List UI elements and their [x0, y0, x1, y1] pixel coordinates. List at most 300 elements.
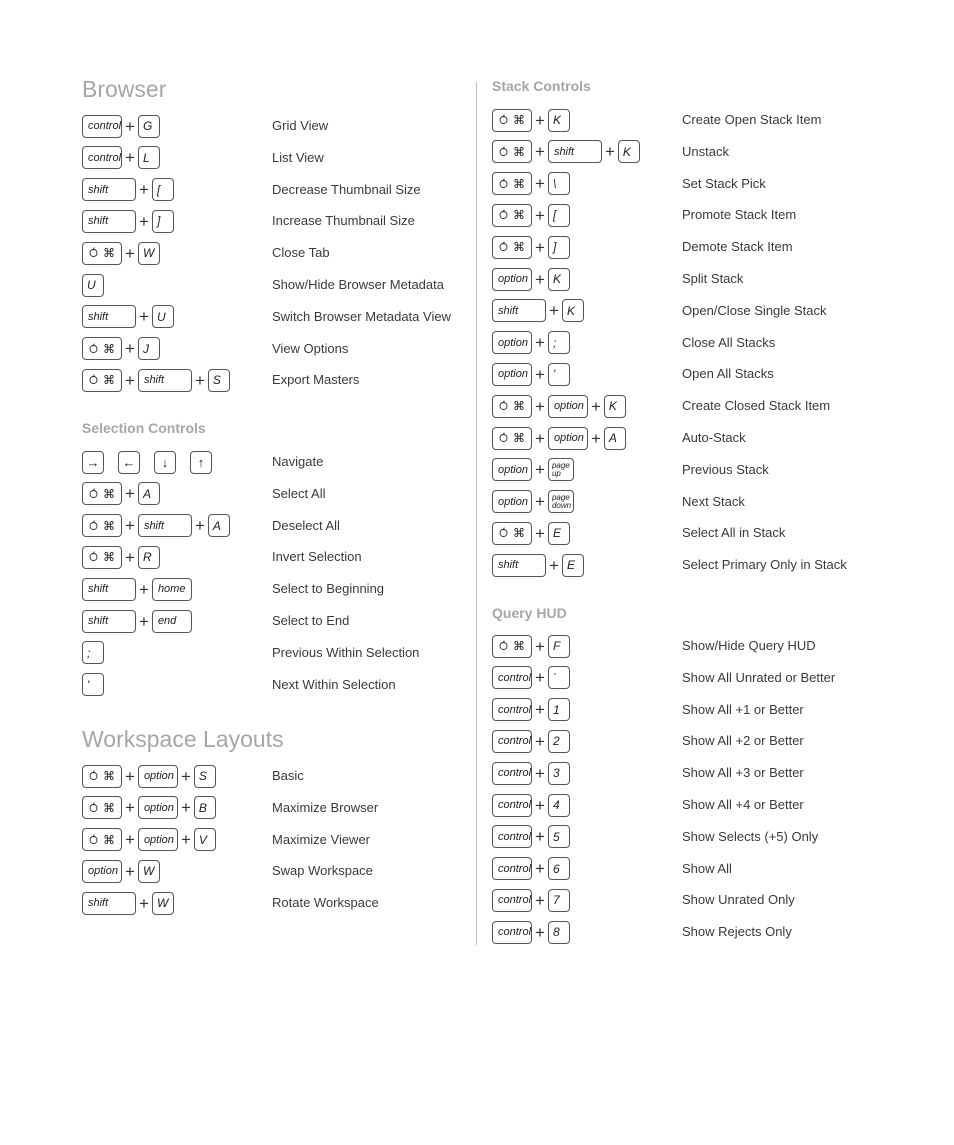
apple-icon	[499, 240, 508, 254]
shortcut-row	[82, 304, 462, 330]
apple-icon	[89, 769, 98, 783]
key-label: page	[551, 492, 570, 502]
shortcut-row	[82, 481, 462, 507]
plus-sign: +	[125, 861, 135, 881]
shortcut-row	[82, 608, 462, 634]
shortcut-row	[492, 330, 872, 356]
command-icon: ⌘	[103, 373, 115, 388]
arrow-key-icon: ↓	[154, 451, 176, 474]
page-key	[548, 490, 574, 513]
shortcut-row	[492, 361, 872, 387]
key-E: E	[548, 522, 570, 545]
key-combination	[82, 449, 212, 475]
shortcut-description: Show/Hide Query HUD	[682, 638, 816, 653]
plus-sign: +	[535, 523, 545, 543]
key-combination	[82, 795, 216, 821]
plus-sign: +	[125, 243, 135, 263]
plus-sign: +	[180, 766, 191, 786]
command-icon: ⌘	[103, 518, 115, 533]
shortcut-description: List View	[272, 149, 324, 165]
plus-sign: +	[194, 516, 205, 536]
key-shift: shift	[82, 578, 136, 601]
shortcut-row	[82, 890, 462, 916]
key-option: option	[492, 458, 532, 481]
key-combination	[492, 919, 570, 945]
plus-sign: +	[535, 269, 545, 289]
key-8: 8	[548, 921, 570, 944]
command-key	[82, 546, 122, 569]
shortcut-row	[492, 824, 872, 850]
key-control: control	[492, 825, 532, 848]
command-icon: ⌘	[513, 176, 525, 191]
plus-sign: +	[535, 396, 545, 416]
apple-icon	[499, 526, 508, 540]
shortcut-description: Maximize Viewer	[272, 831, 371, 847]
key-combination	[82, 481, 160, 507]
key-K: K	[604, 395, 626, 418]
plus-sign: +	[180, 798, 191, 818]
key-home: home	[152, 578, 192, 601]
command-key	[82, 242, 122, 265]
key-control: control	[492, 666, 532, 689]
shortcut-description: Select All in Stack	[682, 525, 786, 541]
shortcut-row	[492, 393, 872, 419]
plus-sign: +	[535, 174, 545, 194]
key-combination	[492, 107, 570, 133]
key-control: control	[82, 115, 122, 138]
plus-sign: +	[604, 142, 615, 162]
command-key	[82, 828, 122, 851]
shortcut-description: Show/Hide Browser Metadata	[272, 277, 444, 292]
plus-sign: +	[139, 579, 149, 599]
shortcut-description: Invert Selection	[272, 549, 362, 565]
shortcut-row	[82, 640, 462, 666]
column-divider	[476, 82, 477, 945]
key-combination	[82, 544, 160, 570]
shortcut-description: Show All +3 or Better	[682, 765, 804, 781]
key-W: W	[138, 860, 160, 883]
plus-sign: +	[125, 116, 135, 136]
command-icon: ⌘	[103, 246, 115, 261]
key-shift: shift	[82, 178, 136, 201]
section-title-workspace: Workspace Layouts	[82, 726, 284, 752]
command-icon: ⌘	[103, 486, 115, 501]
plus-sign: +	[125, 798, 135, 818]
plus-sign: +	[535, 890, 545, 910]
key-symbol: '	[82, 673, 104, 696]
key-shift: shift	[138, 369, 192, 392]
apple-icon	[499, 113, 508, 127]
shortcut-description: View Options	[272, 340, 349, 356]
command-key	[492, 204, 532, 227]
shortcut-row	[492, 856, 872, 882]
page-key	[548, 458, 574, 481]
shortcut-row	[492, 425, 872, 451]
shortcut-description: Decrease Thumbnail Size	[272, 181, 421, 197]
plus-sign: +	[180, 830, 191, 850]
key-combination	[82, 177, 174, 203]
plus-sign: +	[125, 830, 135, 850]
plus-sign: +	[535, 333, 545, 353]
apple-icon	[499, 639, 508, 653]
key-shift: shift	[548, 140, 602, 163]
key-5: 5	[548, 825, 570, 848]
command-icon: ⌘	[513, 526, 525, 541]
plus-sign: +	[535, 700, 545, 720]
arrow-key-icon: →	[82, 451, 104, 474]
shortcut-description: Show All +4 or Better	[682, 797, 804, 812]
plus-sign: +	[139, 211, 149, 231]
section-title-selection: Selection Controls	[82, 420, 206, 436]
shortcut-description: Unstack	[682, 143, 729, 159]
key-A: A	[208, 514, 230, 537]
key-U: U	[152, 305, 174, 328]
key-option: option	[82, 860, 122, 883]
key-control: control	[492, 921, 532, 944]
key-combination	[492, 425, 626, 451]
shortcut-row	[82, 336, 462, 362]
key-7: 7	[548, 889, 570, 912]
key-K: K	[562, 299, 584, 322]
shortcut-description: Create Open Stack Item	[682, 112, 822, 127]
plus-sign: +	[535, 859, 545, 879]
plus-sign: +	[125, 516, 135, 536]
shortcut-row	[492, 457, 872, 483]
key-symbol: \	[548, 172, 570, 195]
key-combination	[492, 139, 640, 165]
key-combination	[82, 240, 160, 266]
key-combination	[82, 640, 104, 666]
key-shift: shift	[82, 892, 136, 915]
plus-sign: +	[549, 301, 559, 321]
shortcut-description: Show All +1 or Better	[682, 701, 804, 717]
key-shift: shift	[82, 610, 136, 633]
shortcut-description: Close All Stacks	[682, 334, 776, 350]
plus-sign: +	[535, 763, 545, 783]
shortcut-row	[492, 760, 872, 786]
shortcut-description: Increase Thumbnail Size	[272, 213, 415, 229]
plus-sign: +	[139, 893, 149, 913]
plus-sign: +	[590, 396, 601, 416]
shortcut-description: Show All Unrated or Better	[682, 669, 836, 685]
plus-sign: +	[194, 370, 205, 390]
key-combination	[82, 513, 230, 539]
key-combination	[82, 763, 216, 789]
key-combination	[82, 858, 160, 884]
key-S: S	[208, 369, 230, 392]
apple-icon	[89, 550, 98, 564]
key-W: W	[152, 892, 174, 915]
shortcut-row	[492, 139, 872, 165]
key-symbol: [	[152, 178, 174, 201]
shortcut-row	[82, 513, 462, 539]
plus-sign: +	[535, 731, 545, 751]
key-combination	[492, 489, 574, 515]
command-key	[492, 140, 532, 163]
shortcut-description: Next Within Selection	[272, 676, 396, 692]
shortcut-description: Navigate	[272, 454, 324, 469]
key-label: down	[551, 500, 572, 510]
command-icon: ⌘	[103, 800, 115, 815]
shortcut-description: Select Primary Only in Stack	[682, 557, 847, 573]
plus-sign: +	[139, 307, 149, 327]
key-combination	[82, 672, 104, 698]
shortcut-description: Deselect All	[272, 517, 340, 533]
key-symbol: `	[548, 666, 570, 689]
shortcut-description: Swap Workspace	[272, 863, 373, 879]
key-control: control	[82, 146, 122, 169]
plus-sign: +	[549, 555, 559, 575]
section-title-browser: Browser	[82, 76, 167, 102]
shortcut-row	[82, 113, 462, 139]
shortcut-row	[82, 858, 462, 884]
shortcut-description: Promote Stack Item	[682, 207, 797, 223]
shortcut-row	[82, 544, 462, 570]
shortcut-row	[82, 795, 462, 821]
apple-icon	[89, 487, 98, 501]
command-icon: ⌘	[103, 550, 115, 565]
key-symbol: ]	[548, 236, 570, 259]
key-S: S	[194, 765, 216, 788]
shortcut-row	[82, 367, 462, 393]
key-control: control	[492, 889, 532, 912]
command-icon: ⌘	[103, 769, 115, 783]
shortcut-description: Select to End	[272, 613, 350, 628]
plus-sign: +	[139, 611, 149, 631]
command-icon: ⌘	[513, 399, 525, 414]
plus-sign: +	[535, 205, 545, 225]
key-shift: shift	[492, 554, 546, 577]
key-option: option	[548, 427, 588, 450]
shortcut-row	[82, 672, 462, 698]
apple-icon	[89, 246, 98, 260]
key-combination	[492, 856, 570, 882]
key-shift: shift	[82, 210, 136, 233]
command-key	[492, 395, 532, 418]
command-key	[82, 796, 122, 819]
arrow-key-icon: ↑	[190, 451, 212, 474]
shortcut-description: Show Unrated Only	[682, 892, 795, 908]
plus-sign: +	[125, 148, 135, 168]
plus-sign: +	[535, 110, 545, 130]
shortcut-description: Set Stack Pick	[682, 175, 766, 191]
key-option: option	[492, 490, 532, 513]
key-label: page	[551, 460, 570, 470]
shortcut-row	[82, 272, 462, 298]
key-K: K	[548, 268, 570, 291]
key-B: B	[194, 796, 216, 819]
key-control: control	[492, 730, 532, 753]
key-combination	[492, 330, 570, 356]
shortcut-row	[492, 107, 872, 133]
apple-icon	[89, 342, 98, 356]
shortcut-description: Previous Within Selection	[272, 644, 420, 660]
key-U: U	[82, 274, 104, 297]
plus-sign: +	[535, 364, 545, 384]
shortcut-row	[82, 177, 462, 203]
apple-icon	[499, 145, 508, 159]
key-symbol: ;	[548, 331, 570, 354]
key-6: 6	[548, 857, 570, 880]
command-icon: ⌘	[513, 431, 525, 445]
key-shift: shift	[138, 514, 192, 537]
shortcut-description: Rotate Workspace	[272, 895, 379, 911]
apple-icon	[499, 208, 508, 222]
key-combination	[492, 697, 570, 723]
key-option: option	[138, 828, 178, 851]
apple-icon	[89, 519, 98, 533]
command-key	[82, 482, 122, 505]
key-combination	[492, 728, 570, 754]
command-icon: ⌘	[513, 639, 525, 653]
key-combination	[492, 171, 570, 197]
shortcut-row	[492, 234, 872, 260]
plus-sign: +	[535, 142, 545, 162]
key-R: R	[138, 546, 160, 569]
shortcut-row	[492, 792, 872, 818]
key-shift: shift	[82, 305, 136, 328]
shortcut-row	[82, 827, 462, 853]
shortcut-row	[492, 202, 872, 228]
key-combination	[492, 298, 584, 324]
plus-sign: +	[535, 922, 545, 942]
key-3: 3	[548, 762, 570, 785]
shortcut-description: Switch Browser Metadata View	[272, 308, 451, 324]
key-symbol: '	[548, 363, 570, 386]
key-combination	[492, 552, 584, 578]
key-A: A	[604, 427, 626, 450]
plus-sign: +	[125, 484, 135, 504]
key-W: W	[138, 242, 160, 265]
key-combination	[82, 208, 174, 234]
section-title-query: Query HUD	[492, 605, 567, 621]
key-control: control	[492, 762, 532, 785]
command-icon: ⌘	[513, 208, 525, 223]
key-combination	[82, 113, 160, 139]
command-key	[492, 427, 532, 450]
shortcut-description: Show Rejects Only	[682, 924, 792, 940]
key-shift: shift	[492, 299, 546, 322]
key-combination	[82, 608, 192, 634]
key-combination	[82, 827, 216, 853]
key-2: 2	[548, 730, 570, 753]
apple-icon	[499, 399, 508, 413]
plus-sign: +	[139, 180, 149, 200]
shortcut-row	[492, 298, 872, 324]
key-symbol: ;	[82, 641, 104, 664]
key-combination	[82, 576, 192, 602]
key-combination	[492, 393, 626, 419]
shortcut-description: Open All Stacks	[682, 366, 774, 382]
command-icon: ⌘	[513, 144, 525, 159]
command-key	[492, 172, 532, 195]
plus-sign: +	[125, 766, 135, 786]
key-J: J	[138, 337, 160, 360]
shortcut-description: Create Closed Stack Item	[682, 398, 831, 414]
command-key	[492, 109, 532, 132]
key-V: V	[194, 828, 216, 851]
key-option: option	[492, 331, 532, 354]
plus-sign: +	[535, 668, 545, 688]
key-F: F	[548, 635, 570, 658]
command-key	[492, 635, 532, 658]
shortcut-description: Select to Beginning	[272, 581, 385, 597]
key-option: option	[138, 765, 178, 788]
shortcut-row	[82, 208, 462, 234]
key-combination	[492, 792, 570, 818]
key-combination	[82, 890, 174, 916]
apple-icon	[89, 833, 98, 847]
key-option: option	[492, 363, 532, 386]
shortcut-row	[82, 145, 462, 171]
shortcut-description: Open/Close Single Stack	[682, 302, 827, 318]
key-combination	[492, 202, 570, 228]
plus-sign: +	[125, 339, 135, 359]
key-combination	[492, 824, 570, 850]
command-icon: ⌘	[513, 113, 525, 127]
command-key	[492, 236, 532, 259]
key-1: 1	[548, 698, 570, 721]
command-icon: ⌘	[513, 240, 525, 255]
key-control: control	[492, 698, 532, 721]
apple-icon	[499, 177, 508, 191]
command-key	[492, 522, 532, 545]
shortcut-row	[492, 697, 872, 723]
key-combination	[492, 266, 570, 292]
key-K: K	[548, 109, 570, 132]
command-icon: ⌘	[103, 832, 115, 847]
shortcut-row	[492, 728, 872, 754]
key-L: L	[138, 146, 160, 169]
arrow-key-icon: ←	[118, 451, 140, 474]
key-end: end	[152, 610, 192, 633]
key-E: E	[562, 554, 584, 577]
shortcut-description: Maximize Browser	[272, 799, 379, 815]
shortcut-description: Demote Stack Item	[682, 239, 793, 255]
key-combination	[82, 272, 104, 298]
key-combination	[82, 367, 230, 393]
shortcut-row	[492, 633, 872, 659]
shortcut-description: Auto-Stack	[682, 430, 746, 445]
plus-sign: +	[535, 636, 545, 656]
shortcut-row	[492, 919, 872, 945]
key-combination	[492, 234, 570, 260]
plus-sign: +	[590, 428, 601, 448]
shortcut-row	[492, 520, 872, 546]
shortcut-description: Select All	[272, 485, 326, 501]
key-combination	[492, 665, 570, 691]
shortcut-row	[492, 552, 872, 578]
shortcut-description: Close Tab	[272, 245, 330, 261]
key-combination	[492, 887, 570, 913]
key-combination	[492, 760, 570, 786]
key-combination	[492, 361, 570, 387]
key-symbol: [	[548, 204, 570, 227]
key-combination	[82, 145, 160, 171]
shortcut-description: Show Selects (+5) Only	[682, 828, 819, 844]
shortcut-row	[492, 489, 872, 515]
key-combination	[82, 304, 174, 330]
shortcut-row	[82, 449, 462, 475]
shortcut-description: Show All +2 or Better	[682, 733, 804, 749]
command-key	[82, 337, 122, 360]
key-option: option	[548, 395, 588, 418]
command-key	[82, 765, 122, 788]
shortcut-description: Grid View	[272, 118, 329, 133]
shortcut-row	[82, 763, 462, 789]
shortcut-row	[492, 665, 872, 691]
shortcut-row	[82, 576, 462, 602]
